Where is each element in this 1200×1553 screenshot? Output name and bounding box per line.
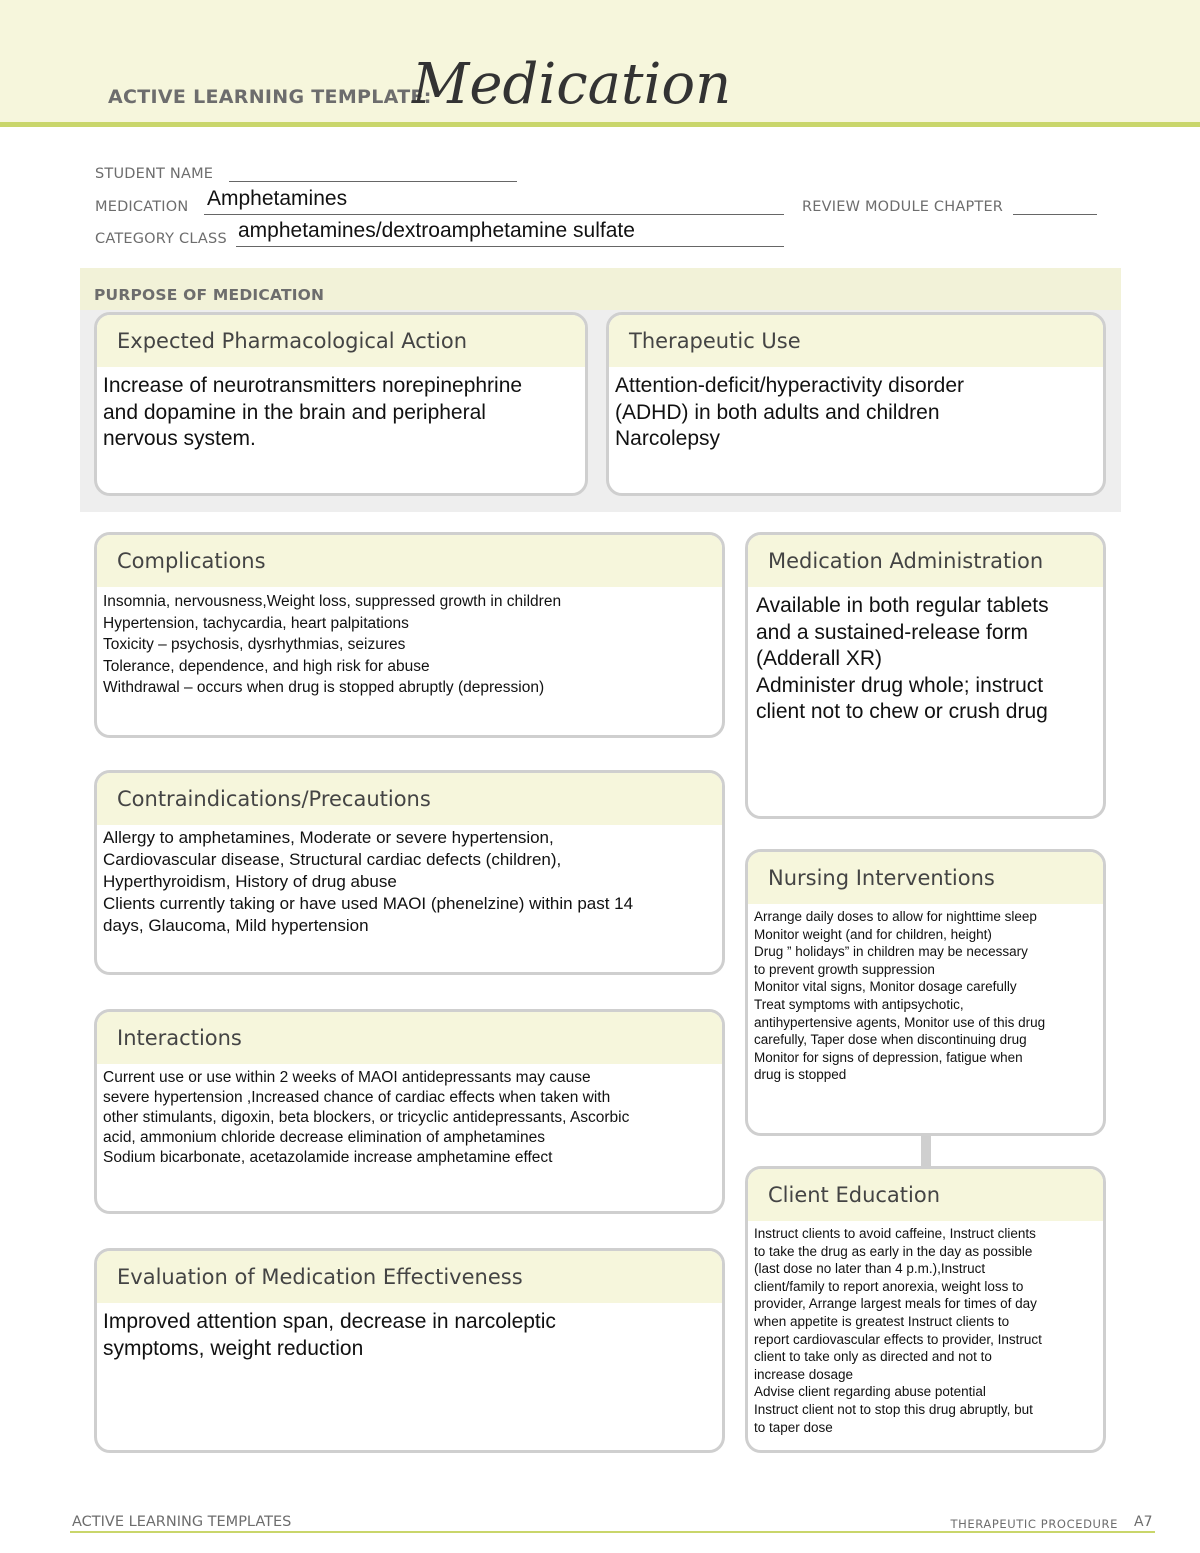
template-label: ACTIVE LEARNING TEMPLATE: <box>108 86 432 108</box>
medication-value: Amphetamines <box>207 187 348 210</box>
therapeutic-use-title: Therapeutic Use <box>609 315 1103 367</box>
therapeutic-use-text: Attention-deficit/hyperactivity disorder (ADHD) in both adults and children Narcolepsy <box>615 374 964 450</box>
contraindications-box <box>94 770 725 975</box>
review-module-field[interactable] <box>1013 214 1097 215</box>
footer-rule <box>70 1531 1155 1533</box>
evaluation-title: Evaluation of Medication Effectiveness <box>97 1251 722 1303</box>
expected-action-text: Increase of neurotransmitters norepinephrine and dopamine in the brain and peripheral nervous system. <box>103 374 523 450</box>
footer-left: ACTIVE LEARNING TEMPLATES <box>72 1514 292 1530</box>
expected-action-box <box>94 312 588 496</box>
evaluation-text: Improved attention span, decrease in narcoleptic symptoms, weight reduction <box>103 1310 556 1360</box>
footer-page-number: A7 <box>1134 1514 1153 1530</box>
evaluation-box <box>94 1248 725 1453</box>
student-name-label: STUDENT NAME <box>95 166 214 182</box>
category-class-value: amphetamines/dextroamphetamine sulfate <box>238 219 635 242</box>
student-name-field[interactable] <box>229 181 517 182</box>
therapeutic-use-box <box>606 312 1106 496</box>
medication-label: MEDICATION <box>95 199 189 215</box>
client-education-title: Client Education <box>748 1169 1103 1221</box>
purpose-label: PURPOSE OF MEDICATION <box>94 286 325 304</box>
expected-action-title: Expected Pharmacological Action <box>97 315 585 367</box>
client-education-box <box>745 1166 1106 1453</box>
complications-text: Insomnia, nervousness,Weight loss, suppressed growth in children Hypertension, tachycardia, heart palpitations Toxicity – psychosis, dysrhythmias, seizures Tolerance, dependence, and high risk for abuse Withdrawal – occurs when drug is stopped abruptly (depression) <box>103 593 562 696</box>
medication-administration-title: Medication Administration <box>748 535 1103 587</box>
medication-administration-box <box>745 532 1106 819</box>
contraindications-title: Contraindications/Precautions <box>97 773 722 825</box>
interactions-title: Interactions <box>97 1012 722 1064</box>
category-class-label: CATEGORY CLASS <box>95 231 227 247</box>
nursing-interventions-box <box>745 849 1106 1136</box>
medication-administration-text: Available in both regular tablets and a sustained-release form (Adderall XR) Administer drug whole; instruct client not to chew or crush drug <box>756 594 1049 723</box>
category-class-field[interactable] <box>236 246 784 247</box>
footer-right: THERAPEUTIC PROCEDURE <box>950 1517 1118 1531</box>
interactions-text: Current use or use within 2 weeks of MAOI antidepressants may cause severe hypertension ,Increased chance of cardiac effects when taken with other stimulants, digoxin, beta blockers, or tricyclic antidepressants, Ascorbic acid, ammonium chloride decrease elimination of amphetamines Sodium bicarbonate, acetazolamide increase amphetamine effect <box>103 1069 630 1166</box>
complications-box <box>94 532 725 738</box>
review-module-label: REVIEW MODULE CHAPTER <box>802 199 1004 215</box>
nursing-interventions-text: Arrange daily doses to allow for nighttime sleep Monitor weight (and for children, height) Drug ” holidays” in children may be necessary to prevent growth suppression Monitor vital signs, Monitor dosage carefully Treat symptoms with antipsychotic, antihypertensive agents, Monitor use of this drug carefully, Taper dose when discontinuing drug Monitor for signs of depression, fatigue when drug is stopped <box>754 909 1046 1083</box>
contraindications-text: Allergy to amphetamines, Moderate or severe hypertension, Cardiovascular disease, Structural cardiac defects (children), Hyperthyroidism, History of drug abuse Clients currently taking or have used MAOI (phenelzine) within past 14 days, Glaucoma, Mild hypertension <box>103 828 634 935</box>
box-connector <box>921 1134 931 1166</box>
header-rule <box>0 122 1200 127</box>
client-education-text: Instruct clients to avoid caffeine, Instruct clients to take the drug as early in the day as possible (last dose no later than 4 p.m.),Instruct client/family to report anorexia, weight loss to provider, Arrange largest meals for times of day when appetite is greatest Instruct clients to report cardiovascular effects to provider, Instruct client to take only as directed and not to increase dosage Advise client regarding abuse potential Instruct client not to stop this drug abruptly, but to taper dose <box>754 1226 1042 1435</box>
interactions-box <box>94 1009 725 1214</box>
medication-field[interactable] <box>204 214 784 215</box>
template-title: Medication <box>412 52 732 117</box>
nursing-interventions-title: Nursing Interventions <box>748 852 1103 904</box>
complications-title: Complications <box>97 535 722 587</box>
